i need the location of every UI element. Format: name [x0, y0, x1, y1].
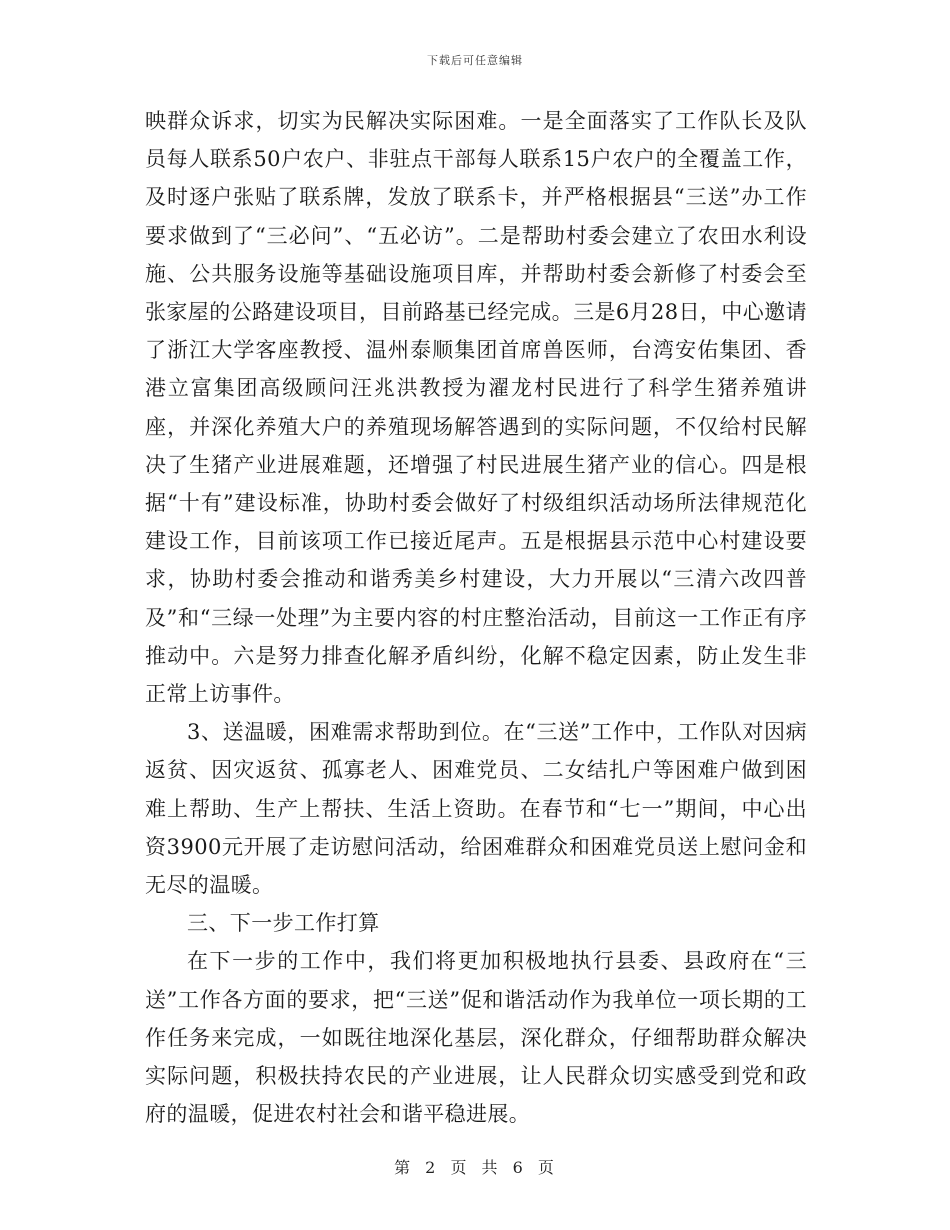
paragraph-continued: 映群众诉求，切实为民解决实际困难。一是全面落实了工作队长及队员每人联系50户农户、非驻点干部每人联系15户农户的全覆盖工作，及时逐户张贴了联系牌，发放了联系卡，并严格根据县“三送”办工作要求做到了“三必问”、“五必访”。二是帮助村委会建立了农田水利设施、公共服务设施等基础设施项目库，并帮助村委会新修了村委会至张家屋的公路建设项目，目前路基已经完成。三是6月28日，中心邀请了浙江大学客座教授、温州泰顺集团首席兽医师，台湾安佑集团、香港立富集团高级顾问汪兆洪教授为濯龙村民进行了科学生猪养殖讲座，并深化养殖大户的养殖现场解答遇到的实际问题，不仅给村民解决了生猪产业进展难题，还增强了村民进展生猪产业的信心。四是根据“十有”建设标准，协助村委会做好了村级组织活动场所法律规范化建设工作，目前该项工作已接近尾声。五是根据县示范中心村建设要求，协助村委会推动和谐秀美乡村建设，大力开展以“三清六改四普及”和“三绿一处理”为主要内容的村庄整治活动，目前这一工作正有序推动中。六是努力排查化解矛盾纠纷，化解不稳定因素，防止发生非正常上访事件。: [145, 109, 807, 707]
page-header: 下载后可任意编辑: [427, 54, 523, 67]
page-number: 第 2 页 共 6 页: [394, 1158, 556, 1177]
document-body: [145, 102, 807, 1133]
paragraph-send-warmth: 3、送温暖，困难需求帮助到位。在“三送”工作中，工作队对因病返贫、因灾返贫、孤寡老人、困难党员、二女结扎户等困难户做到困难上帮助、生产上帮扶、生活上资助。在春节和“七一”期间，中心出资3900元开展了走访慰问活动，给困难群众和困难党员送上慰问金和无尽的温暖。: [145, 720, 807, 898]
paragraph-next-steps: 在下一步的工作中，我们将更加积极地执行县委、县政府在“三送”工作各方面的要求，把“三送”促和谐活动作为我单位一项长期的工作任务来完成，一如既往地深化基层，深化群众，仔细帮助群众解决实际问题，积极扶持农民的产业进展，让人民群众切实感受到党和政府的温暖，促进农村社会和谐平稳进展。: [145, 949, 807, 1127]
section-heading-next-steps: 三、下一步工作打算: [187, 911, 380, 936]
